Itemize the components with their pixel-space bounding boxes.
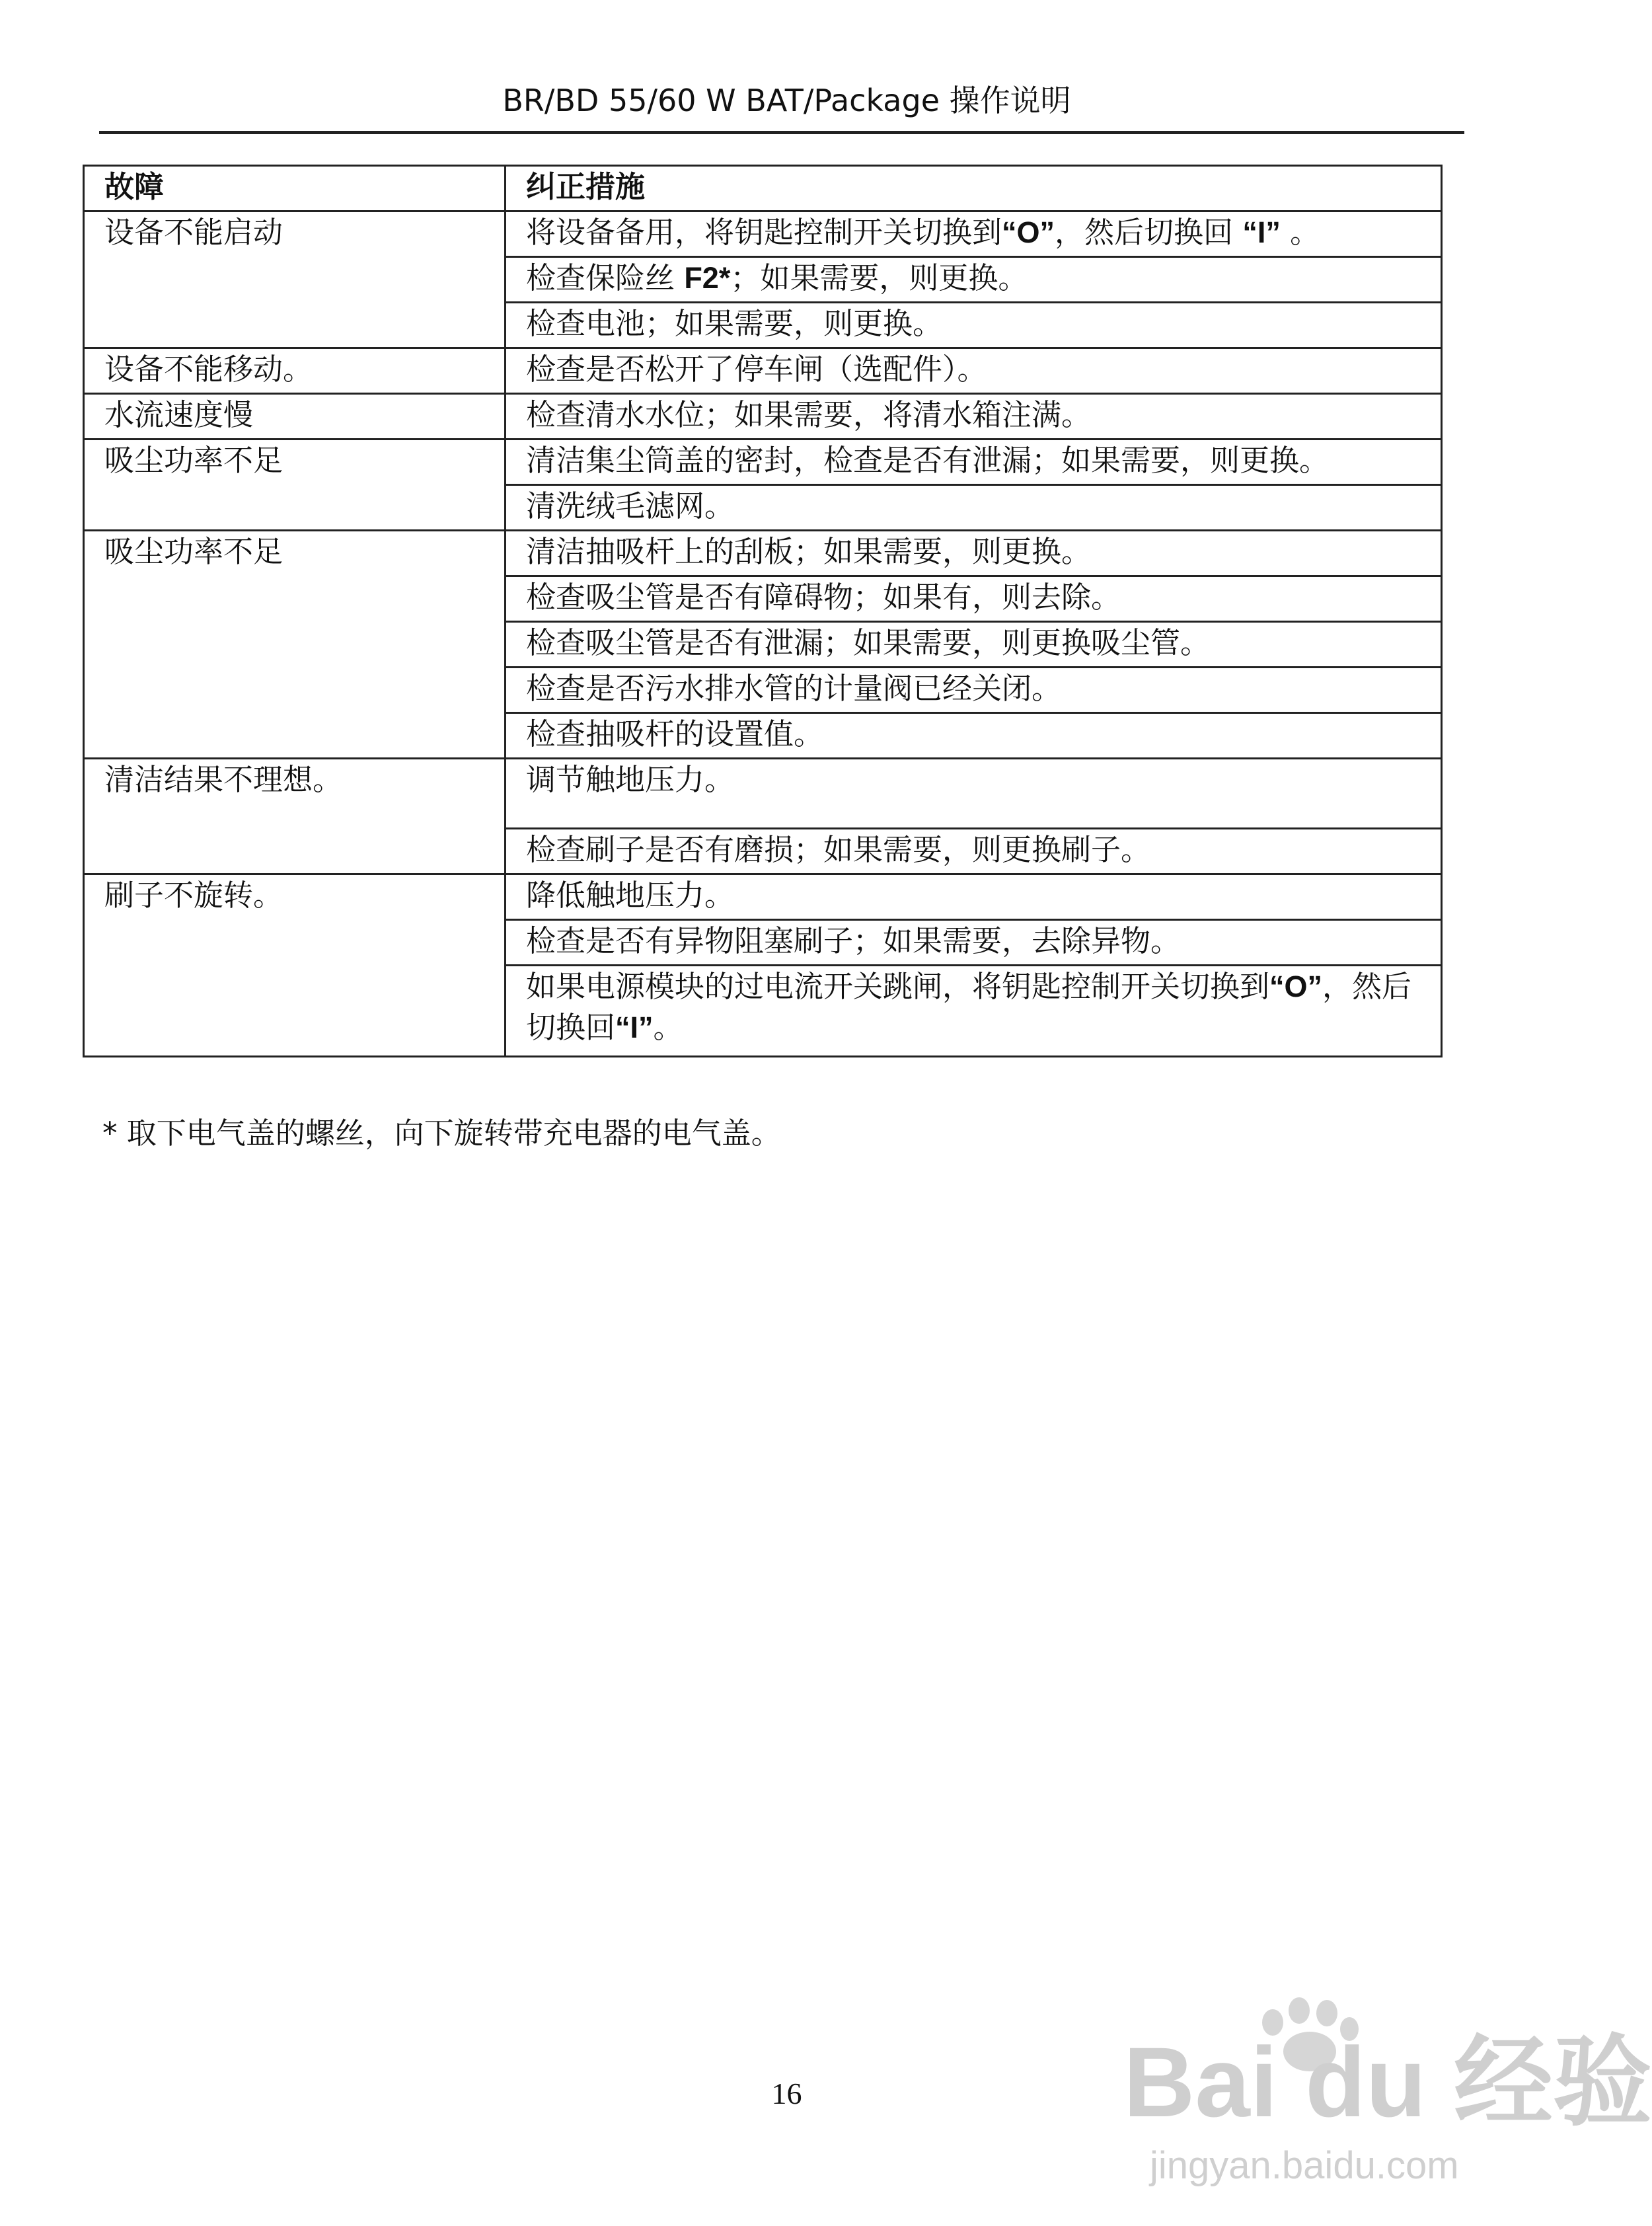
remedy-cell: 检查吸尘管是否有障碍物；如果有，则去除。 bbox=[506, 576, 1442, 622]
table-row bbox=[84, 211, 1442, 257]
table-header-row bbox=[84, 166, 1442, 211]
troubleshooting-table bbox=[83, 165, 1443, 1057]
watermark-brand: Bai du 经验 bbox=[1123, 2026, 1652, 2137]
page-header-title: BR/BD 55/60 W BAT/Package 操作说明 bbox=[502, 83, 1071, 118]
fault-cell: 吸尘功率不足 bbox=[84, 531, 506, 759]
footnote: * 取下电气盖的螺丝，向下旋转带充电器的电气盖。 bbox=[102, 1116, 781, 1151]
remedy-cell: 降低触地压力。 bbox=[506, 874, 1442, 920]
remedy-cell: 检查是否有异物阻塞刷子；如果需要，去除异物。 bbox=[506, 920, 1442, 966]
remedy-cell: 检查吸尘管是否有泄漏；如果需要，则更换吸尘管。 bbox=[506, 622, 1442, 668]
baidu-watermark bbox=[1123, 1996, 1652, 2194]
table-row bbox=[84, 759, 1442, 829]
table-row bbox=[84, 348, 1442, 394]
remedy-cell: 检查电池；如果需要，则更换。 bbox=[506, 303, 1442, 348]
column-header-remedy: 纠正措施 bbox=[506, 166, 1442, 211]
table-row bbox=[84, 394, 1442, 440]
table-row bbox=[84, 531, 1442, 576]
remedy-cell: 检查刷子是否有磨损；如果需要，则更换刷子。 bbox=[506, 829, 1442, 874]
remedy-cell: 如果电源模块的过电流开关跳闸，将钥匙控制开关切换到“O”，然后切换回“I”。 bbox=[506, 966, 1442, 1057]
page-number: 16 bbox=[771, 2077, 802, 2110]
remedy-cell: 检查是否松开了停车闸（选配件）。 bbox=[506, 348, 1442, 394]
fault-cell: 水流速度慢 bbox=[84, 394, 506, 440]
remedy-cell: 将设备备用，将钥匙控制开关切换到“O”，然后切换回 “I” 。 bbox=[506, 211, 1442, 257]
remedy-cell: 检查是否污水排水管的计量阀已经关闭。 bbox=[506, 668, 1442, 713]
column-header-fault: 故障 bbox=[84, 166, 506, 211]
remedy-cell: 调节触地压力。 bbox=[506, 759, 1442, 829]
remedy-cell: 清洁集尘筒盖的密封，检查是否有泄漏；如果需要，则更换。 bbox=[506, 440, 1442, 485]
table-row bbox=[84, 440, 1442, 485]
remedy-cell: 清洁抽吸杆上的刮板；如果需要，则更换。 bbox=[506, 531, 1442, 576]
remedy-cell: 检查保险丝 F2*；如果需要，则更换。 bbox=[506, 257, 1442, 303]
table-row bbox=[84, 874, 1442, 920]
fault-cell: 设备不能启动 bbox=[84, 211, 506, 348]
watermark-url: jingyan.baidu.com bbox=[1150, 2144, 1459, 2187]
fault-cell: 清洁结果不理想。 bbox=[84, 759, 506, 874]
header-rule bbox=[99, 131, 1464, 134]
remedy-cell: 清洗绒毛滤网。 bbox=[506, 485, 1442, 531]
fault-cell: 设备不能移动。 bbox=[84, 348, 506, 394]
remedy-cell: 检查清水水位；如果需要，将清水箱注满。 bbox=[506, 394, 1442, 440]
fault-cell: 刷子不旋转。 bbox=[84, 874, 506, 1057]
remedy-cell: 检查抽吸杆的设置值。 bbox=[506, 713, 1442, 759]
fault-cell: 吸尘功率不足 bbox=[84, 440, 506, 531]
